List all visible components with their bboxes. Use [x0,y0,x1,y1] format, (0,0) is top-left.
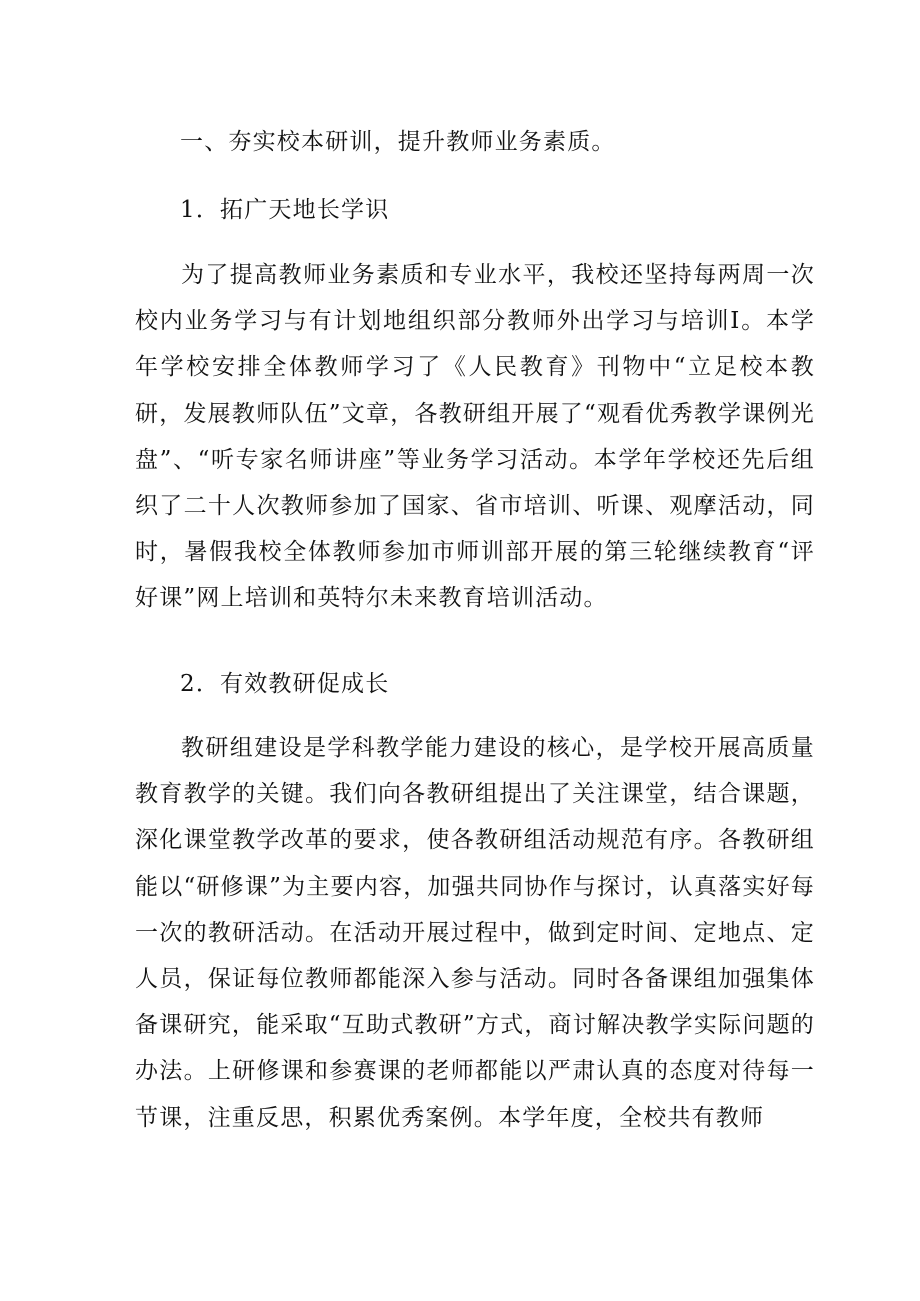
section-2-paragraph: 教研组建设是学科教学能力建设的核心，是学校开展高质量教育教学的关键。我们向各教研组提出了关注课堂，结合课题，深化课堂教学改革的要求，使各教研组活动规范有序。各教研组能以“研修课”为主要内容，加强共同协作与探讨，认真落实好每一次的教研活动。在活动开展过程中，做到定时间、定地点、定人员，保证每位教师都能深入参与活动。同时各备课组加强集体备课研究，能采取“互助式教研”方式，商讨解决教学实际问题的办法。上研修课和参赛课的老师都能以严肃认真的态度对待每一节课，注重反思，积累优秀案例。本学年度，全校共有教师 [135,735,815,1131]
main-heading: 一、夯实校本研训，提升教师业务素质。 [180,129,616,155]
section-1-heading: 1．拓广天地长学识 [180,197,390,223]
section-1-paragraph: 为了提高教师业务素质和专业水平，我校还坚持每两周一次校内业务学习与有计划地组织部分教师外出学习与培训Ⅰ。本学年学校安排全体教师学习了《人民教育》刊物中“立足校本教研，发展教师队伍”文章，各教研组开展了“观看优秀教学课例光盘”、“听专家名师讲座”等业务学习活动。本学年学校还先后组织了二十人次教师参加了国家、省市培训、听课、观摩活动，同时，暑假我校全体教师参加市师训部开展的第三轮继续教育“评好课”网上培训和英特尔未来教育培训活动。 [135,262,815,612]
section-2-heading: 2．有效教研促成长 [180,671,390,697]
